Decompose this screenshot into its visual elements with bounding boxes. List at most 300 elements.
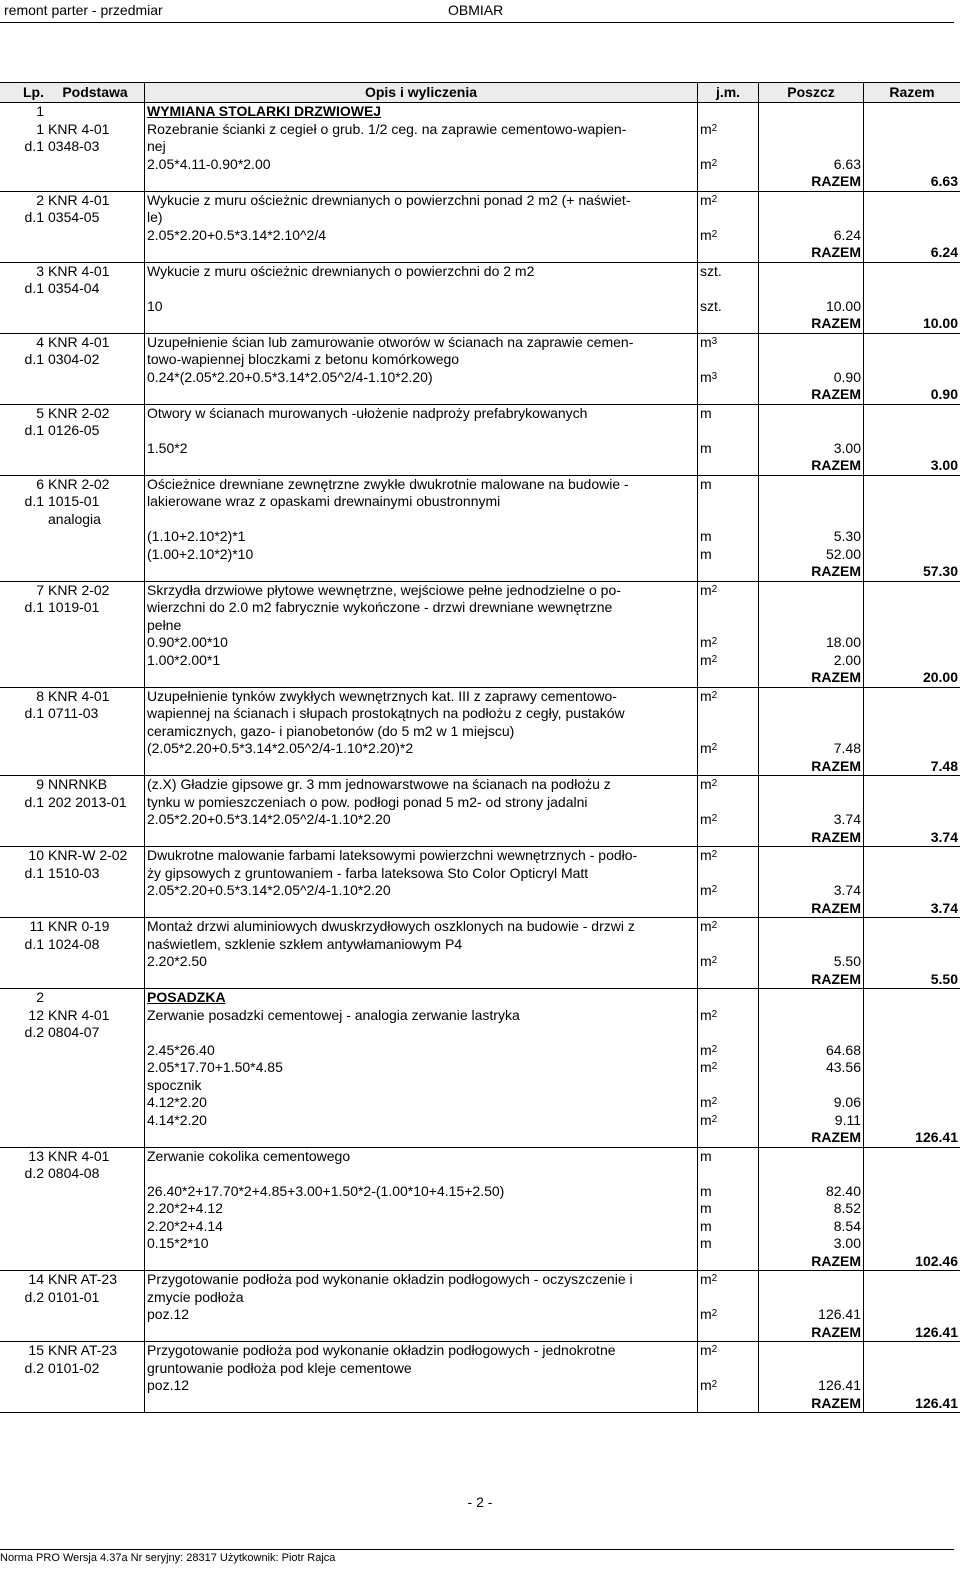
blank-cell xyxy=(698,351,759,369)
blank-cell xyxy=(0,1253,46,1271)
blank-cell xyxy=(46,829,145,847)
calc-row xyxy=(0,652,960,670)
blank-cell xyxy=(0,829,46,847)
blank-cell xyxy=(864,511,960,529)
blank-cell xyxy=(864,1271,960,1289)
blank-cell xyxy=(46,457,145,475)
blank-cell xyxy=(759,581,864,599)
item-podstawa: 0304-02 xyxy=(46,351,145,369)
razem-label: RAZEM xyxy=(759,1324,864,1342)
col-lp: Lp. xyxy=(0,83,46,103)
blank-cell xyxy=(0,1218,46,1236)
razem-row xyxy=(0,386,960,404)
calc-value: 5.30 xyxy=(759,528,864,546)
blank-cell xyxy=(864,1112,960,1130)
blank-cell xyxy=(145,173,698,191)
blank-cell xyxy=(46,989,145,1007)
calc-value: 3.00 xyxy=(759,1235,864,1253)
blank-cell xyxy=(46,563,145,581)
calc-row xyxy=(0,1094,960,1112)
table-body xyxy=(0,103,960,1413)
blank-cell xyxy=(864,493,960,511)
calc-expression: poz.12 xyxy=(145,1377,698,1395)
blank-cell xyxy=(145,1129,698,1147)
item-unit xyxy=(698,687,759,705)
blank-cell xyxy=(46,1129,145,1147)
unit-text: $m^2$ xyxy=(700,776,718,792)
item-lp: d.1 xyxy=(24,280,44,296)
blank-cell xyxy=(864,546,960,564)
blank-cell xyxy=(864,918,960,936)
item-podstawa: 0711-03 xyxy=(46,705,145,723)
item-lp: 3 xyxy=(36,262,44,279)
blank-cell xyxy=(0,1094,46,1112)
unit-text: $m^2$ xyxy=(700,1111,718,1128)
item-row xyxy=(0,936,960,954)
blank-cell xyxy=(698,1395,759,1413)
item-row xyxy=(0,191,960,209)
blank-cell xyxy=(145,457,698,475)
item-description: Montaż drzwi aluminiowych dwuskrzydłowych oszklonych na budowie - drzwi z xyxy=(145,918,698,936)
item-description xyxy=(145,511,698,529)
razem-total: 5.50 xyxy=(864,971,960,989)
razem-total: 3.74 xyxy=(864,829,960,847)
blank-cell xyxy=(46,900,145,918)
item-podstawa: KNR AT-23 xyxy=(46,1342,145,1360)
item-description: gruntowanie podłoża pod kleje cementowe xyxy=(145,1360,698,1378)
calc-unit xyxy=(698,156,759,174)
blank-cell xyxy=(46,723,145,741)
blank-cell xyxy=(864,121,960,139)
item-row xyxy=(0,333,960,351)
item-row xyxy=(0,262,960,280)
blank-cell xyxy=(46,1253,145,1271)
blank-cell xyxy=(0,1059,46,1077)
calc-expression: 26.40*2+17.70*2+4.85+3.00+1.50*2-(1.00*10+4.15+2.50) xyxy=(145,1183,698,1201)
item-lp: d.1 xyxy=(24,138,44,154)
item-description: ży gipsowych z gruntowaniem - farba lateksowa Sto Color Opticryl Matt xyxy=(145,865,698,883)
item-row xyxy=(0,865,960,883)
blank-cell xyxy=(145,829,698,847)
item-row xyxy=(0,404,960,422)
blank-cell xyxy=(759,404,864,422)
calc-row xyxy=(0,1306,960,1324)
blank-cell xyxy=(759,351,864,369)
item-podstawa: KNR 4-01 xyxy=(46,333,145,351)
blank-cell xyxy=(0,563,46,581)
calc-value: 18.00 xyxy=(759,634,864,652)
razem-label: RAZEM xyxy=(759,457,864,475)
calc-row xyxy=(0,528,960,546)
item-description: Przygotowanie podłoża pod wykonanie okładzin podłogowych - oczyszczenie i xyxy=(145,1271,698,1289)
item-podstawa: KNR 4-01 xyxy=(46,1147,145,1165)
razem-total: 6.24 xyxy=(864,244,960,262)
blank-cell xyxy=(0,900,46,918)
unit-text: $m^2$ xyxy=(700,1342,718,1358)
blank-cell xyxy=(0,227,46,245)
item-row xyxy=(0,1007,960,1025)
blank-cell xyxy=(864,1342,960,1360)
unit-text: m xyxy=(700,475,712,492)
company-name: remont parter - przedmiar xyxy=(4,2,163,18)
calc-unit xyxy=(698,1042,759,1060)
blank-cell xyxy=(698,386,759,404)
razem-row xyxy=(0,173,960,191)
blank-cell xyxy=(759,918,864,936)
item-row xyxy=(0,121,960,139)
calc-value: 64.68 xyxy=(759,1042,864,1060)
item-podstawa: KNR 2-02 xyxy=(46,475,145,493)
blank-cell xyxy=(759,1360,864,1378)
blank-cell xyxy=(759,865,864,883)
page-header xyxy=(0,0,960,22)
unit-text: $m^2$ xyxy=(700,191,718,208)
item-description: (z.X) Gładzie gipsowe gr. 3 mm jednowarstwowe na ścianach na podłożu z xyxy=(145,776,698,794)
calc-unit xyxy=(698,298,759,316)
section-title: WYMIANA STOLARKI DRZWIOWEJ xyxy=(145,103,698,121)
blank-cell xyxy=(698,280,759,298)
item-row xyxy=(0,723,960,741)
blank-cell xyxy=(145,563,698,581)
blank-cell xyxy=(759,936,864,954)
blank-cell xyxy=(864,209,960,227)
blank-cell xyxy=(698,138,759,156)
unit-text: $m^2$ xyxy=(700,740,718,756)
blank-cell xyxy=(0,652,46,670)
razem-label: RAZEM xyxy=(759,1129,864,1147)
blank-cell xyxy=(759,422,864,440)
item-row xyxy=(0,617,960,635)
blank-cell xyxy=(0,882,46,900)
item-unit xyxy=(698,404,759,422)
unit-text: $m^2$ xyxy=(700,155,718,172)
blank-cell xyxy=(46,1324,145,1342)
item-row xyxy=(0,209,960,227)
calc-value: 9.11 xyxy=(759,1112,864,1130)
item-description: Rozebranie ścianki z cegieł o grub. 1/2 ceg. na zaprawie cementowo-wapien- xyxy=(145,121,698,139)
blank-cell xyxy=(46,1059,145,1077)
blank-cell xyxy=(698,1324,759,1342)
unit-text: $m^2$ xyxy=(700,1271,718,1287)
unit-text: $m^2$ xyxy=(700,581,718,598)
calc-row xyxy=(0,882,960,900)
calc-row xyxy=(0,1235,960,1253)
razem-label: RAZEM xyxy=(759,829,864,847)
calc-expression: 2.05*2.20+0.5*3.14*2.05^2/4-1.10*2.20 xyxy=(145,811,698,829)
item-lp: 7 xyxy=(36,581,44,598)
unit-text: $m^2$ xyxy=(700,847,718,863)
footer-rule xyxy=(0,1549,954,1550)
item-lp: d.1 xyxy=(24,599,44,615)
item-description: wierzchni do 2.0 m2 fabrycznie wykończone - drzwi drewniane wewnętrzne xyxy=(145,599,698,617)
item-podstawa: 0348-03 xyxy=(46,138,145,156)
section-row xyxy=(0,103,960,121)
blank-cell xyxy=(698,723,759,741)
blank-cell xyxy=(0,634,46,652)
item-row xyxy=(0,511,960,529)
item-row xyxy=(0,422,960,440)
blank-cell xyxy=(864,740,960,758)
col-podstawa: Podstawa xyxy=(46,83,145,103)
item-lp: 8 xyxy=(36,687,44,704)
blank-cell xyxy=(759,794,864,812)
calc-value: 43.56 xyxy=(759,1059,864,1077)
item-unit xyxy=(698,776,759,794)
razem-row xyxy=(0,829,960,847)
blank-cell xyxy=(46,1094,145,1112)
blank-cell xyxy=(0,511,46,529)
item-description xyxy=(145,1165,698,1183)
item-podstawa: 1024-08 xyxy=(46,936,145,954)
calc-value: 3.74 xyxy=(759,811,864,829)
item-description: nej xyxy=(145,138,698,156)
blank-cell xyxy=(864,333,960,351)
blank-cell xyxy=(46,298,145,316)
unit-text: $m^2$ xyxy=(700,1041,718,1058)
blank-cell xyxy=(864,599,960,617)
calc-unit xyxy=(698,1183,759,1201)
item-description: Uzupełnienie ścian lub zamurowanie otworów w ścianach na zaprawie cemen- xyxy=(145,333,698,351)
calc-row xyxy=(0,1377,960,1395)
blank-cell xyxy=(864,989,960,1007)
item-podstawa: KNR 2-02 xyxy=(46,581,145,599)
blank-cell xyxy=(698,103,759,121)
item-row xyxy=(0,1147,960,1165)
calc-expression: 2.05*2.20+0.5*3.14*2.05^2/4-1.10*2.20 xyxy=(145,882,698,900)
item-unit xyxy=(698,581,759,599)
calc-expression: poz.12 xyxy=(145,1306,698,1324)
blank-cell xyxy=(0,369,46,387)
item-podstawa: 0126-05 xyxy=(46,422,145,440)
item-row xyxy=(0,1289,960,1307)
blank-cell xyxy=(145,1395,698,1413)
razem-row xyxy=(0,900,960,918)
calc-expression: spocznik xyxy=(145,1077,698,1095)
item-lp: 14 xyxy=(28,1271,44,1287)
blank-cell xyxy=(46,758,145,776)
item-podstawa: 202 2013-01 xyxy=(46,794,145,812)
blank-cell xyxy=(759,1165,864,1183)
blank-cell xyxy=(864,1094,960,1112)
item-podstawa: 0101-02 xyxy=(46,1360,145,1378)
blank-cell xyxy=(46,528,145,546)
blank-cell xyxy=(864,617,960,635)
item-lp: d.1 xyxy=(24,705,44,721)
item-podstawa: 0101-01 xyxy=(46,1289,145,1307)
blank-cell xyxy=(759,121,864,139)
item-description: Otwory w ścianach murowanych -ułożenie nadproży prefabrykowanych xyxy=(145,404,698,422)
item-podstawa: analogia xyxy=(46,511,145,529)
blank-cell xyxy=(698,1165,759,1183)
calc-unit xyxy=(698,634,759,652)
blank-cell xyxy=(0,669,46,687)
calc-row xyxy=(0,1077,960,1095)
blank-cell xyxy=(698,1289,759,1307)
item-unit xyxy=(698,262,759,280)
blank-cell xyxy=(864,776,960,794)
blank-cell xyxy=(864,191,960,209)
razem-label: RAZEM xyxy=(759,244,864,262)
item-description: Ościeżnice drewniane zewnętrzne zwykłe dwukrotnie malowane na budowie - xyxy=(145,475,698,493)
blank-cell xyxy=(864,1059,960,1077)
calc-row xyxy=(0,634,960,652)
unit-text: $m^2$ xyxy=(700,918,718,934)
blank-cell xyxy=(864,652,960,670)
blank-cell xyxy=(864,1218,960,1236)
blank-cell xyxy=(145,900,698,918)
razem-row xyxy=(0,1324,960,1342)
blank-cell xyxy=(759,847,864,865)
item-description xyxy=(145,422,698,440)
item-row xyxy=(0,493,960,511)
unit-text: szt. xyxy=(700,297,722,314)
unit-text: m xyxy=(700,1147,712,1164)
calc-expression: 10 xyxy=(145,298,698,316)
blank-cell xyxy=(864,1077,960,1095)
calc-row xyxy=(0,227,960,245)
item-lp: 5 xyxy=(36,404,44,421)
razem-label: RAZEM xyxy=(759,1253,864,1271)
blank-cell xyxy=(0,546,46,564)
blank-cell xyxy=(864,1147,960,1165)
item-podstawa: KNR-W 2-02 xyxy=(46,847,145,865)
unit-text: $m^2$ xyxy=(700,811,718,827)
blank-cell xyxy=(698,493,759,511)
col-poszcz: Poszcz xyxy=(759,83,864,103)
blank-cell xyxy=(46,1112,145,1130)
calc-value: 6.63 xyxy=(759,156,864,174)
calc-value: 8.52 xyxy=(759,1200,864,1218)
item-lp: d.1 xyxy=(24,209,44,225)
unit-text: m xyxy=(700,528,712,544)
blank-cell xyxy=(698,829,759,847)
blank-cell xyxy=(698,209,759,227)
blank-cell xyxy=(864,351,960,369)
calc-unit xyxy=(698,1218,759,1236)
blank-cell xyxy=(0,1395,46,1413)
blank-cell xyxy=(864,1377,960,1395)
blank-cell xyxy=(46,369,145,387)
item-unit xyxy=(698,1147,759,1165)
item-podstawa: KNR AT-23 xyxy=(46,1271,145,1289)
item-podstawa: 0804-08 xyxy=(46,1165,145,1183)
razem-total: 3.00 xyxy=(864,457,960,475)
blank-cell xyxy=(759,723,864,741)
software-footer: Norma PRO Wersja 4.37a Nr seryjny: 28317 Użytkownik: Piotr Rajca xyxy=(0,1552,336,1564)
blank-cell xyxy=(145,386,698,404)
blank-cell xyxy=(0,244,46,262)
blank-cell xyxy=(759,511,864,529)
blank-cell xyxy=(46,386,145,404)
blank-cell xyxy=(698,758,759,776)
blank-cell xyxy=(759,103,864,121)
razem-total: 7.48 xyxy=(864,758,960,776)
calc-expression: 4.14*2.20 xyxy=(145,1112,698,1130)
blank-cell xyxy=(864,865,960,883)
blank-cell xyxy=(145,1324,698,1342)
item-row xyxy=(0,475,960,493)
calc-expression: (1.10+2.10*2)*1 xyxy=(145,528,698,546)
calc-expression: 2.45*26.40 xyxy=(145,1042,698,1060)
calc-unit xyxy=(698,1306,759,1324)
unit-text: szt. xyxy=(700,262,722,279)
unit-text: $m^2$ xyxy=(700,687,718,704)
calc-row xyxy=(0,811,960,829)
item-lp: d.2 xyxy=(24,1165,44,1181)
item-row xyxy=(0,1024,960,1042)
item-description: Dwukrotne malowanie farbami lateksowymi powierzchni wewnętrznych - podło- xyxy=(145,847,698,865)
item-lp: d.2 xyxy=(24,1288,44,1305)
blank-cell xyxy=(698,457,759,475)
blank-cell xyxy=(759,1271,864,1289)
calc-unit xyxy=(698,227,759,245)
blank-cell xyxy=(46,1183,145,1201)
calc-value: 5.50 xyxy=(759,953,864,971)
blank-cell xyxy=(46,1235,145,1253)
blank-cell xyxy=(864,847,960,865)
item-podstawa: KNR 4-01 xyxy=(46,687,145,705)
blank-cell xyxy=(145,1253,698,1271)
blank-cell xyxy=(0,528,46,546)
blank-cell xyxy=(698,1024,759,1042)
calc-unit xyxy=(698,1235,759,1253)
blank-cell xyxy=(698,617,759,635)
item-lp: 4 xyxy=(36,333,44,350)
blank-cell xyxy=(864,936,960,954)
calc-value: 3.74 xyxy=(759,882,864,900)
item-row xyxy=(0,687,960,705)
calc-expression: (1.00+2.10*2)*10 xyxy=(145,546,698,564)
calc-row xyxy=(0,1218,960,1236)
blank-cell xyxy=(0,1324,46,1342)
item-description: zmycie podłoża xyxy=(145,1289,698,1307)
item-unit xyxy=(698,1007,759,1025)
blank-cell xyxy=(0,1306,46,1324)
unit-text: $m^2$ xyxy=(700,953,718,969)
calc-row xyxy=(0,953,960,971)
item-lp: d.2 xyxy=(24,1359,44,1376)
calc-unit xyxy=(698,546,759,564)
razem-total: 10.00 xyxy=(864,315,960,333)
blank-cell xyxy=(864,369,960,387)
razem-label: RAZEM xyxy=(759,1395,864,1413)
blank-cell xyxy=(698,971,759,989)
calc-value: 2.00 xyxy=(759,652,864,670)
blank-cell xyxy=(759,1289,864,1307)
calc-expression: 2.20*2+4.14 xyxy=(145,1218,698,1236)
unit-text: $m^2$ xyxy=(700,1306,718,1322)
blank-cell xyxy=(698,936,759,954)
blank-cell xyxy=(46,652,145,670)
calc-row xyxy=(0,1042,960,1060)
blank-cell xyxy=(0,617,46,635)
item-row xyxy=(0,1165,960,1183)
blank-cell xyxy=(864,687,960,705)
unit-text: m xyxy=(700,404,712,421)
razem-row xyxy=(0,563,960,581)
calc-expression: 2.05*17.70+1.50*4.85 xyxy=(145,1059,698,1077)
blank-cell xyxy=(698,705,759,723)
blank-cell xyxy=(0,315,46,333)
item-lp: 2 xyxy=(36,191,44,208)
calc-expression: 2.20*2.50 xyxy=(145,953,698,971)
blank-cell xyxy=(864,156,960,174)
calc-expression: 1.00*2.00*1 xyxy=(145,652,698,670)
razem-row xyxy=(0,1253,960,1271)
blank-cell xyxy=(759,776,864,794)
razem-total: 57.30 xyxy=(864,563,960,581)
item-unit xyxy=(698,333,759,351)
